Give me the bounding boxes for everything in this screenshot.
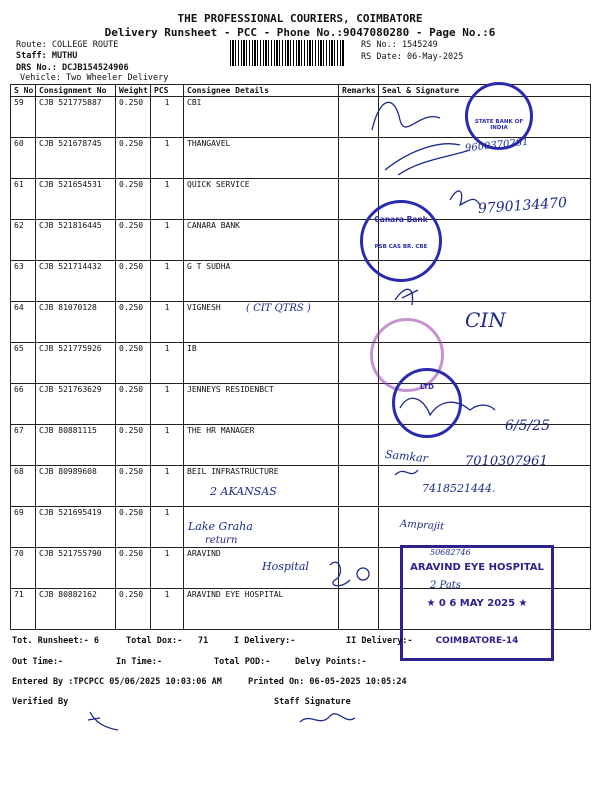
rs-number: RS No.: 1545249: [361, 40, 438, 50]
cell-consignee: G T SUDHA: [184, 261, 339, 302]
cell-weight: 0.250: [116, 138, 151, 179]
handwritten-hospital: Hospital: [262, 560, 309, 573]
aravind-hospital-stamp: ARAVIND EYE HOSPITAL ★ 0 6 MAY 2025 ★ COIMBATORE-14: [400, 545, 554, 661]
cell-consignee: ARAVIND EYE HOSPITAL: [184, 589, 339, 630]
cell-consignment-no: CJB 80989608: [36, 466, 116, 507]
handwritten-date-66: 6/5/25: [505, 418, 551, 434]
col-consignee: Consignee Details: [184, 85, 339, 97]
cell-consignment-no: CJB 80881115: [36, 425, 116, 466]
handwritten-vignesh-note: ( CIT QTRS ): [246, 303, 311, 314]
cell-sno: 70: [11, 548, 36, 589]
handwritten-partial-number: 50682746: [430, 548, 471, 557]
cell-weight: 0.250: [116, 466, 151, 507]
entered-by: Entered By :TPCPCC 05/06/2025 10:03:06 AM: [12, 677, 222, 687]
i-delivery: I Delivery:-: [234, 636, 296, 646]
in-time: In Time:-: [116, 657, 163, 667]
cell-consignee: JENNEYS RESIDENBCT: [184, 384, 339, 425]
cell-pcs: 1: [151, 179, 184, 220]
cell-consignee: IB: [184, 343, 339, 384]
cell-weight: 0.250: [116, 343, 151, 384]
cell-consignment-no: CJB 521678745: [36, 138, 116, 179]
cell-weight: 0.250: [116, 220, 151, 261]
cell-sno: 63: [11, 261, 36, 302]
cell-pcs: 1: [151, 548, 184, 589]
cell-sno: 65: [11, 343, 36, 384]
cell-sno: 67: [11, 425, 36, 466]
cell-sno: 62: [11, 220, 36, 261]
cell-sno: 64: [11, 302, 36, 343]
cell-consignment-no: CJB 521775926: [36, 343, 116, 384]
cell-pcs: 1: [151, 384, 184, 425]
runsheet-subtitle: Delivery Runsheet - PCC - Phone No.:9047080280 - Page No.:6: [104, 26, 496, 39]
cell-pcs: 1: [151, 425, 184, 466]
total-pod: Total POD:-: [214, 657, 271, 667]
drs-label: DRS No.: DCJB154524906: [16, 63, 129, 73]
ii-delivery: II Delivery:-: [346, 636, 413, 646]
delvy-points: Delvy Points:-: [295, 657, 367, 667]
staff-signature: Staff Signature: [274, 697, 351, 707]
handwritten-lakegraha: Lake Graha: [188, 520, 253, 533]
cell-pcs: 1: [151, 589, 184, 630]
col-remarks: Remarks: [339, 85, 379, 97]
cell-consignee: BEIL INFRASTRUCTURE: [184, 466, 339, 507]
cell-sno: 69: [11, 507, 36, 548]
cell-pcs: 1: [151, 466, 184, 507]
cell-pcs: 1: [151, 343, 184, 384]
cell-weight: 0.250: [116, 97, 151, 138]
handwritten-samkar: Samkar: [384, 447, 429, 466]
cell-pcs: 1: [151, 507, 184, 548]
cell-weight: 0.250: [116, 425, 151, 466]
cell-weight: 0.250: [116, 507, 151, 548]
cell-consignment-no: CJB 521755790: [36, 548, 116, 589]
col-sno: S No: [11, 85, 36, 97]
col-pcs: PCS: [151, 85, 184, 97]
handwritten-two-pats: 2 Pats: [430, 580, 461, 591]
cell-weight: 0.250: [116, 384, 151, 425]
verified-by: Verified By: [12, 697, 69, 707]
col-consignment: Consignment No: [36, 85, 116, 97]
sbi-stamp: STATE BANK OF INDIA: [465, 82, 533, 150]
cell-pcs: 1: [151, 220, 184, 261]
cell-consignee: THE HR MANAGER: [184, 425, 339, 466]
route-label: Route: COLLEGE ROUTE: [16, 40, 119, 50]
cell-consignment-no: CJB 521654531: [36, 179, 116, 220]
total-dox-label: Total Dox:-: [126, 636, 183, 646]
cell-consignee: CBI: [184, 97, 339, 138]
col-weight: Weight: [116, 85, 151, 97]
cell-consignment-no: CJB 521816445: [36, 220, 116, 261]
cell-pcs: 1: [151, 138, 184, 179]
cell-weight: 0.250: [116, 302, 151, 343]
cell-consignment-no: CJB 521714432: [36, 261, 116, 302]
cell-consignment-no: CJB 80882162: [36, 589, 116, 630]
handwritten-return: return: [205, 535, 238, 546]
handwritten-phone-61: 9790134470: [477, 194, 568, 218]
handwritten-akansas: 2 AKANSAS: [210, 485, 277, 498]
handwritten-cin: CIN: [465, 308, 506, 332]
cell-sno: 59: [11, 97, 36, 138]
staff-label: Staff: MUTHU: [16, 51, 78, 61]
cell-weight: 0.250: [116, 179, 151, 220]
cell-weight: 0.250: [116, 548, 151, 589]
total-dox-value: 71: [198, 636, 209, 646]
cell-consignee: CANARA BANK: [184, 220, 339, 261]
printed-on: Printed On: 06-05-2025 10:05:24: [248, 677, 407, 687]
handwritten-phone-60: 9600370261: [464, 136, 530, 155]
cell-sno: 66: [11, 384, 36, 425]
handwritten-phone-67: 7010307961: [465, 454, 548, 469]
handwritten-phone-68: 7418521444.: [422, 482, 496, 495]
cell-pcs: 1: [151, 302, 184, 343]
cell-consignee: VIGNESH: [184, 302, 339, 343]
cell-sno: 61: [11, 179, 36, 220]
cell-consignment-no: CJB 521695419: [36, 507, 116, 548]
cell-sno: 68: [11, 466, 36, 507]
cell-consignment-no: CJB 81070128: [36, 302, 116, 343]
company-title: THE PROFESSIONAL COURIERS, COIMBATORE: [177, 12, 423, 25]
out-time: Out Time:-: [12, 657, 64, 667]
cell-consignment-no: CJB 521775887: [36, 97, 116, 138]
cell-sno: 71: [11, 589, 36, 630]
handwritten-amprajit: Amprajit: [399, 518, 445, 533]
tot-runsheet: Tot. Runsheet:- 6: [12, 636, 99, 646]
col-seal-signature: Seal & Signature: [379, 85, 591, 97]
cell-pcs: 1: [151, 261, 184, 302]
cell-consignee: THANGAVEL: [184, 138, 339, 179]
canara-bank-stamp: Canara Bank PSB CAS BR. CBE: [360, 200, 442, 282]
ltd-stamp: LTD: [392, 368, 462, 438]
cell-pcs: 1: [151, 97, 184, 138]
cell-consignment-no: CJB 521763629: [36, 384, 116, 425]
cell-sno: 60: [11, 138, 36, 179]
rs-date: RS Date: 06-May-2025: [361, 52, 464, 62]
cell-weight: 0.250: [116, 589, 151, 630]
cell-weight: 0.250: [116, 261, 151, 302]
vehicle-label: Vehicle: Two Wheeler Delivery: [20, 73, 169, 83]
cell-consignee: QUICK SERVICE: [184, 179, 339, 220]
cell-consignee: ARAVIND: [184, 548, 339, 589]
